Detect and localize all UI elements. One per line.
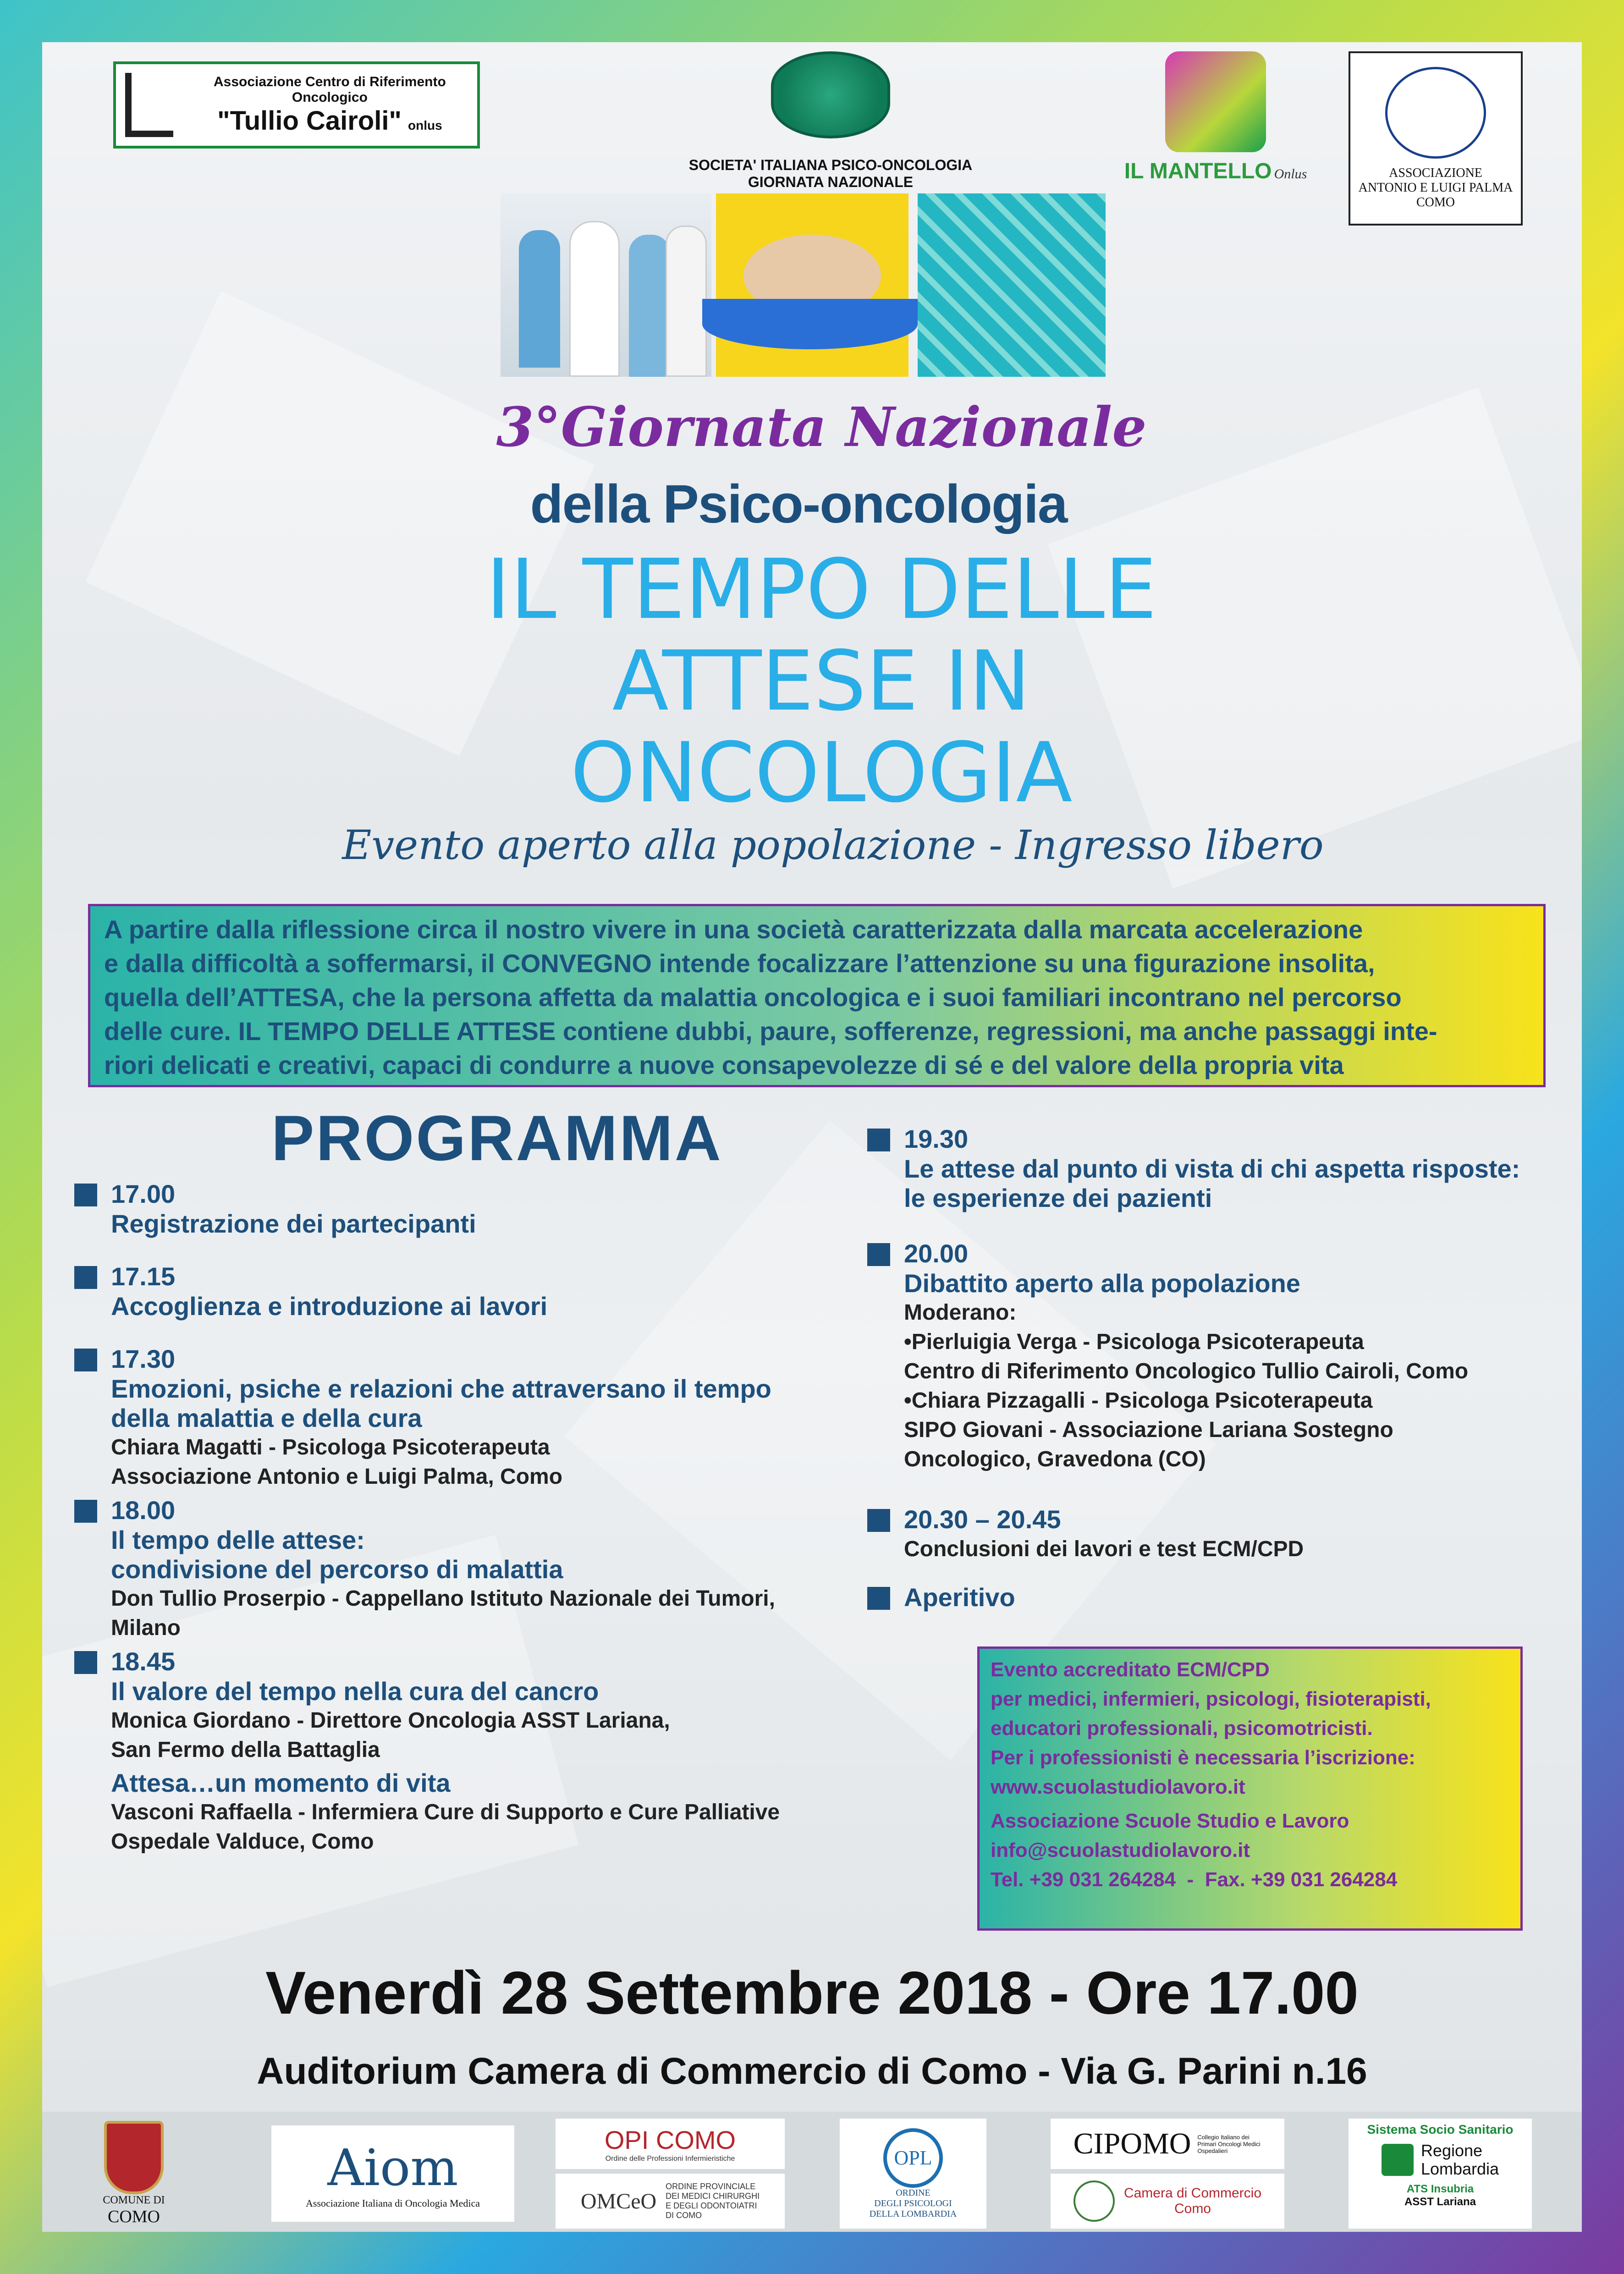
intro-box [88,904,1546,1087]
square-bullet-icon [74,1266,97,1289]
doctors-photo [501,193,711,377]
program-time: 17.00 [111,1179,176,1208]
square-bullet-icon [867,1587,890,1610]
palma-name-line2: ANTONIO E LUIGI PALMA [1358,181,1513,195]
ecm-line: Evento accreditato ECM/CPD [991,1658,1270,1681]
sipo-emblem-icon [771,51,890,138]
opi-subtitle: Ordine delle Professioni Infermieristiche [605,2154,735,2163]
rl-line: ATS Insubria [1406,2183,1474,2195]
program-item-aperitivo [867,1582,1578,1613]
opl-name: OPL [883,2128,943,2188]
program-speaker: Vasconi Raffaella - Infermiera Cure di Supporto e Cure Palliative [111,1800,780,1824]
ecm-line: educatori professionali, psicomotricisti. [991,1717,1373,1740]
poster-frame [42,42,1582,2232]
ecm-box [977,1646,1523,1931]
square-bullet-icon [867,1243,890,1266]
program-item-1800 [74,1495,899,1643]
cairoli-emblem-icon [125,73,173,137]
opl-logo [840,2119,986,2229]
opi-name: OPI COMO [604,2125,736,2154]
program-heading: PROGRAMMA [271,1102,723,1174]
square-bullet-icon [867,1509,890,1532]
program-talk: Le attese dal punto di vista di chi aspetta risposte: [904,1154,1520,1183]
intro-line: quella dell’ATTESA, che la persona affetta da malattia oncologica e i suoi familiari incontrano nel percorso [104,983,1402,1012]
program-item-1845 [74,1646,899,1856]
mantello-name: IL MANTELLO [1124,159,1272,183]
program-speaker: San Fermo della Battaglia [111,1738,380,1762]
program-item-2000 [867,1239,1578,1474]
program-speaker: •Chiara Pizzagalli - Psicologa Psicoterapeuta [904,1388,1373,1413]
camera-line2: Como [1174,2201,1211,2216]
program-talk: Il valore del tempo nella cura del cancro [111,1677,599,1706]
main-title-line2: ATTESE IN [612,633,1031,729]
main-title-line1: IL TEMPO DELLE [486,542,1157,638]
sipo-logo [670,51,991,203]
cairoli-name-line2: "Tullio Cairoli" [217,105,402,136]
program-time: 18.45 [111,1647,176,1676]
comune-como-logo [79,2119,189,2229]
aiom-name: Aiom [327,2138,458,2197]
square-bullet-icon [74,1349,97,1371]
intro-line: delle cure. IL TEMPO DELLE ATTESE contiene dubbi, paure, sofferenze, regressioni, ma anche passaggi inte- [104,1017,1437,1046]
program-time: 19.30 [904,1124,969,1153]
mantello-suffix: Onlus [1274,166,1307,182]
ecm-email-link[interactable]: info@scuolastudiolavoro.it [991,1839,1250,1861]
omceo-line: DEI MEDICI CHIRURGHI [666,2191,760,2201]
opi-logo [556,2119,785,2169]
program-talk: Emozioni, psiche e relazioni che attraversano il tempo [111,1374,771,1403]
aiom-full-name: Associazione Italiana di Oncologia Medica [306,2197,480,2209]
program-speaker: •Pierluigia Verga - Psicologa Psicoterapeuta [904,1330,1364,1354]
program-time: 20.00 [904,1239,969,1268]
ecm-website-link[interactable]: www.scuolastudiolavoro.it [991,1776,1245,1798]
program-speaker: Ospedale Valduce, Como [111,1829,374,1854]
program-time: 17.15 [111,1262,176,1291]
sipo-name-line1: SOCIETA' ITALIANA PSICO-ONCOLOGIA [688,157,973,173]
omceo-logo [556,2174,785,2229]
main-title-line3: ONCOLOGIA [570,725,1073,821]
mantello-emblem-icon [1165,51,1266,152]
ecm-line: Associazione Scuole Studio e Lavoro [991,1810,1349,1832]
square-bullet-icon [74,1651,97,1674]
ecm-line: per medici, infermieri, psicologi, fisioterapisti, [991,1688,1431,1710]
palma-logo [1349,51,1523,226]
program-talk: Il tempo delle attese: [111,1525,365,1554]
camera-commercio-logo [1051,2174,1284,2229]
program-time: Aperitivo [904,1583,1015,1612]
camera-line1: Camera di Commercio [1123,2186,1262,2201]
rl-top: Sistema Socio Sanitario [1367,2122,1514,2136]
program-talk: della malattia e della cura [111,1404,422,1432]
program-speaker: Don Tullio Proserpio - Cappellano Istituto Nazionale dei Tumori, [111,1586,775,1611]
program-time: 17.30 [111,1344,176,1373]
rl-name1: Regione [1420,2141,1483,2160]
rl-rose-icon [1382,2144,1414,2176]
program-talk: Attesa…un momento di vita [111,1768,451,1797]
event-venue: Auditorium Camera di Commercio di Como - Via G. Parini n.16 [257,2050,1367,2092]
camera-seal-icon [1073,2180,1115,2222]
square-bullet-icon [74,1500,97,1523]
square-bullet-icon [74,1184,97,1206]
cipomo-name: CIPOMO [1073,2127,1191,2160]
event-date: Venerdì 28 Settembre 2018 - Ore 17.00 [265,1959,1359,2026]
program-time: 20.30 – 20.45 [904,1505,1061,1534]
program-speaker: Oncologico, Gravedona (CO) [904,1447,1206,1471]
ecm-line: Tel. +39 031 264284 - Fax. +39 031 264284 [991,1868,1398,1891]
cairoli-name-line1: Associazione Centro di Riferimento Oncologico [214,74,446,105]
omceo-line: DI COMO [666,2211,702,2220]
program-talk: Dibattito aperto alla popolazione [904,1269,1300,1298]
square-bullet-icon [867,1129,890,1151]
program-item-1930 [867,1124,1578,1213]
intro-line: e dalla difficoltà a soffermarsi, il CONVEGNO intende focalizzare l’attenzione su una figurazione insolita, [104,949,1375,978]
aiom-logo [271,2125,514,2222]
program-item-1730 [74,1344,899,1492]
rl-line: ASST Lariana [1404,2196,1476,2208]
regione-lombardia-logo [1349,2119,1532,2229]
cipomo-subtitle: Collegio Italiano dei Primari Oncologi Medici Ospedalieri [1197,2133,1261,2154]
cipomo-logo [1051,2119,1284,2169]
program-speaker: Chiara Magatti - Psicologa Psicoterapeuta [111,1435,550,1459]
como-crest-icon [104,2121,164,2194]
family-photo [716,193,908,377]
mantello-logo [1115,51,1316,198]
cairoli-suffix: onlus [408,118,442,132]
program-talk: le esperienze dei pazienti [904,1184,1212,1212]
opl-line: DEGLI PSICOLOGI [874,2198,952,2208]
program-speaker: Moderano: [904,1300,1017,1325]
script-title: 3°Giornata Nazionale [496,395,1147,459]
palma-name-line3: COMO [1416,195,1455,209]
palma-name-line1: ASSOCIAZIONE [1389,166,1482,180]
program-item-2030 [867,1504,1578,1564]
program-speaker: Monica Giordano - Direttore Oncologia ASST Lariana, [111,1708,670,1733]
program-time: 18.00 [111,1496,176,1525]
program-speaker: Conclusioni dei lavori e test ECM/CPD [904,1537,1304,1561]
rl-name2: Lombardia [1420,2159,1499,2178]
program-talk: condivisione del percorso di malattia [111,1555,563,1584]
program-item-1700 [74,1179,899,1239]
program-speaker: Centro di Riferimento Oncologico Tullio Cairoli, Como [904,1359,1469,1383]
sipo-name-line2: GIORNATA NAZIONALE [748,174,914,190]
comune-line2: COMO [107,2207,160,2226]
opl-line: DELLA LOMBARDIA [869,2208,957,2219]
omceo-line: E DEGLI ODONTOIATRI [666,2201,757,2210]
opl-line: ORDINE [896,2187,930,2198]
program-item-1715 [74,1261,899,1321]
program-speaker: Associazione Antonio e Luigi Palma, Como [111,1465,563,1489]
omceo-line: ORDINE PROVINCIALE [666,2182,756,2191]
intro-line: riori delicati e creativi, capaci di condurre a nuove consapevolezze di sé e del valore della propria vita [104,1051,1344,1079]
program-talk: Accoglienza e introduzione ai lavori [111,1292,548,1321]
hearts-pattern [918,193,1106,377]
program-speaker: SIPO Giovani - Associazione Lariana Sostegno [904,1418,1393,1442]
ecm-line: Per i professionisti è necessaria l’iscrizione: [991,1746,1415,1769]
program-speaker: Milano [111,1616,181,1640]
hero-subtitle: della Psico-oncologia [530,474,1067,534]
comune-line1: COMUNE DI [103,2194,165,2206]
intro-line: A partire dalla riflessione circa il nostro vivere in una società caratterizzata dalla marcata accelerazione [104,915,1363,944]
hero-tagline: Evento aperto alla popolazione - Ingresso libero [342,821,1324,869]
omceo-name: OMCeO [580,2189,657,2213]
palma-hands-icon [1385,67,1486,159]
program-talk: Registrazione dei partecipanti [111,1209,476,1238]
cairoli-logo [113,61,480,149]
